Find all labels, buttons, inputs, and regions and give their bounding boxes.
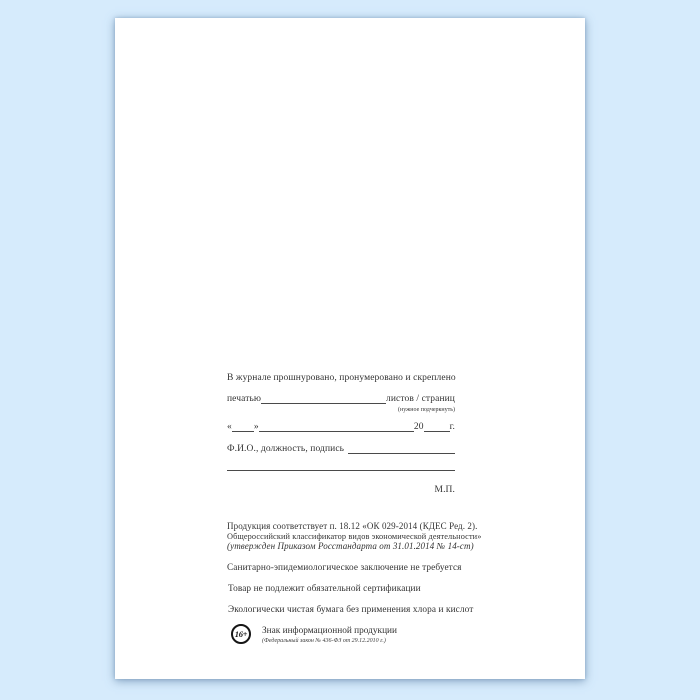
age-mark-law-ref: (Федеральный закон № 436-ФЗ от 29.12.2010 г.) xyxy=(262,638,386,644)
signature-row-2 xyxy=(227,462,455,472)
age-rating-text: 16+ xyxy=(234,629,248,639)
underline-note: (нужное подчеркнуть) xyxy=(398,407,455,413)
day-blank-line xyxy=(232,430,254,432)
journal-back-page xyxy=(115,18,585,679)
month-blank-line xyxy=(259,430,414,432)
certification-statement: Товар не подлежит обязательной сертификации xyxy=(228,584,421,594)
year-suffix: г. xyxy=(449,422,455,432)
eco-paper-statement: Экологически чистая бумага без применения хлора и кислот xyxy=(228,605,474,615)
standard-line-2: Общероссийский классификатор видов экономической деятельности» xyxy=(227,532,482,541)
binding-statement: В журнале прошнуровано, пронумеровано и скреплено xyxy=(227,373,456,383)
seal-label: печатью xyxy=(227,394,262,404)
stamp-abbr: М.П. xyxy=(434,485,455,495)
sheets-pages-label: листов / страниц xyxy=(386,394,455,404)
quote-close: » xyxy=(253,422,259,432)
standard-line-3: (утвержден Приказом Росстандарта от 31.01.2014 № 14-ст) xyxy=(227,541,474,551)
age-mark-title: Знак информационной продукции xyxy=(262,626,397,636)
signature-row xyxy=(227,444,455,455)
year-prefix: 20 xyxy=(413,422,424,432)
quote-open: « xyxy=(227,422,232,432)
signature-blank-line xyxy=(348,452,455,454)
signature-blank-line-2 xyxy=(227,469,455,471)
standard-line-1: Продукция соответствует п. 18.12 «ОК 029-2014 (КДЕС Ред. 2). xyxy=(227,521,478,531)
sanitary-statement: Санитарно-эпидемиологическое заключение не требуется xyxy=(227,563,462,573)
date-row xyxy=(227,422,455,433)
seal-row xyxy=(227,394,455,405)
seal-blank-line xyxy=(261,402,386,404)
age-rating-16plus-icon xyxy=(231,624,251,644)
signature-label: Ф.И.О., должность, подпись xyxy=(227,444,345,454)
year-blank-line xyxy=(424,430,450,432)
